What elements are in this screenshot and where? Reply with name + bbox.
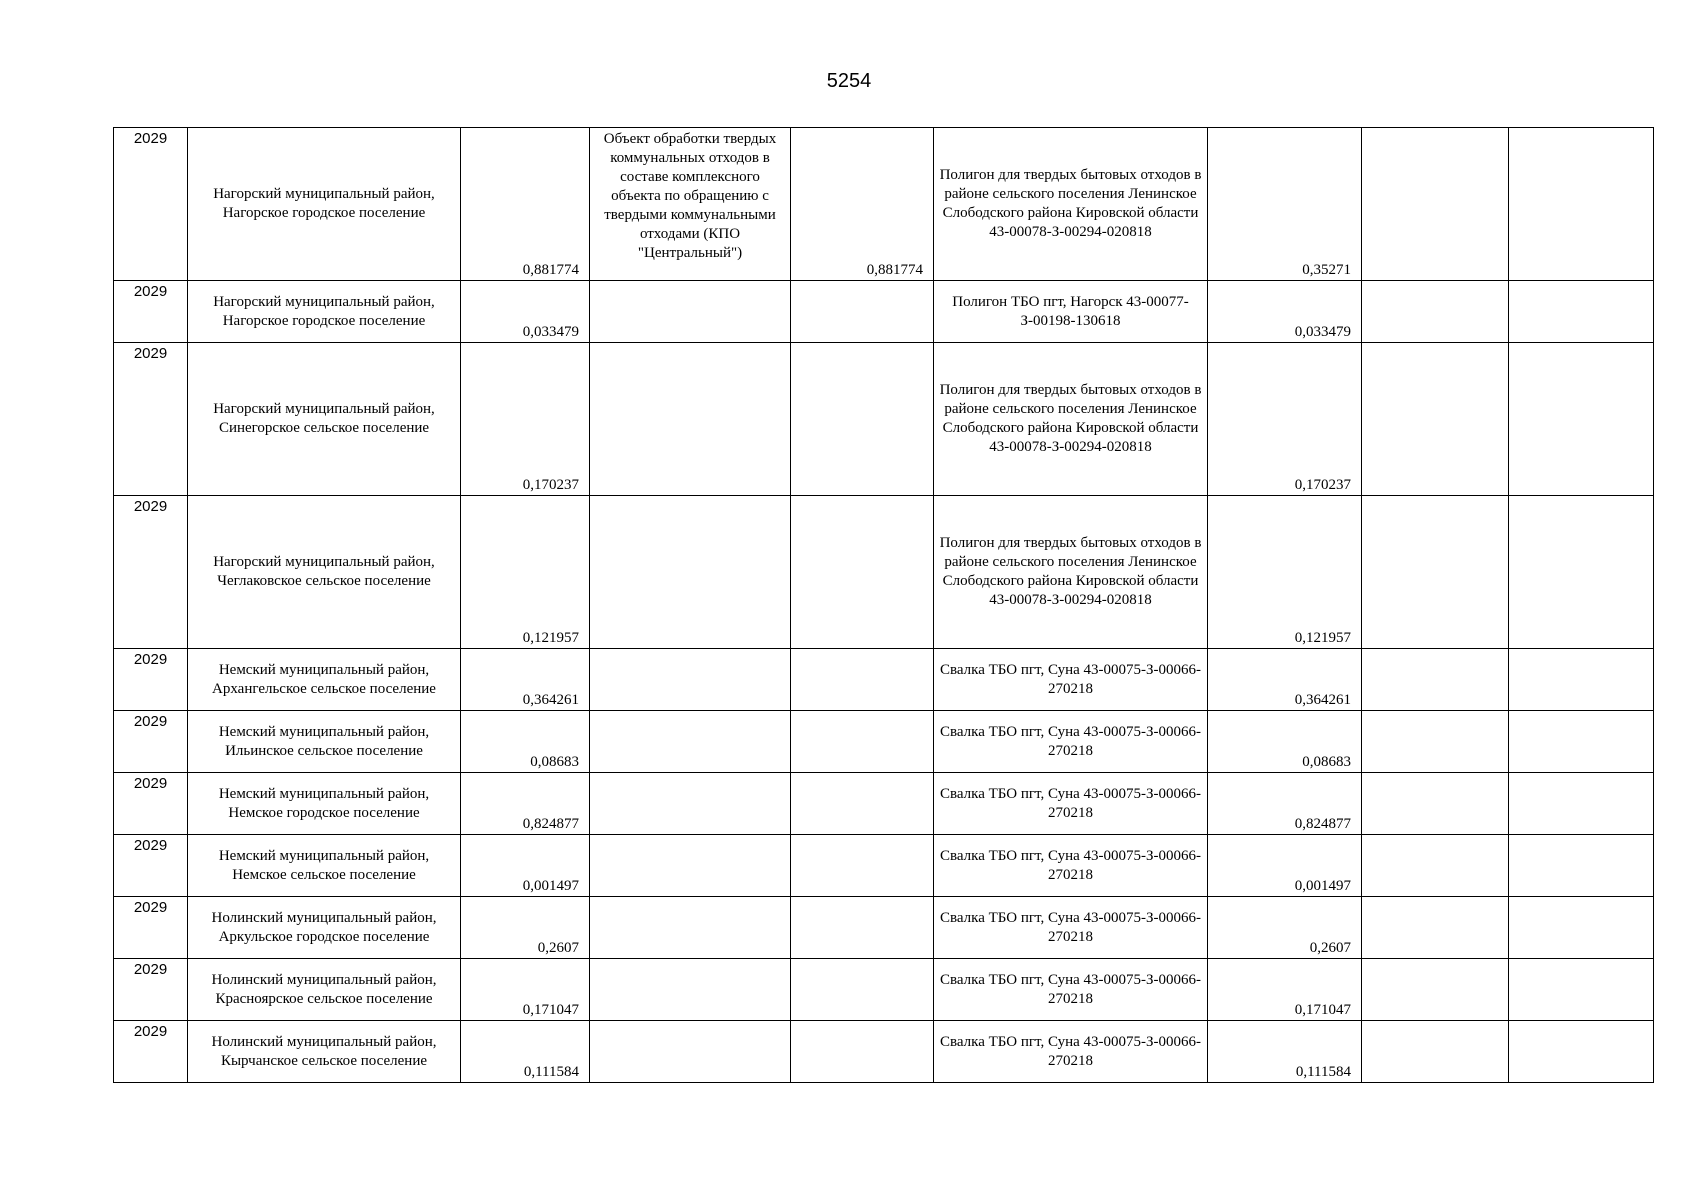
empty-cell-9 <box>1509 281 1654 343</box>
facility-mass-cell-text: 0,033479 <box>1294 324 1351 340</box>
disposal-facility-cell <box>934 281 1208 343</box>
object-mass-cell <box>791 649 934 711</box>
table-row <box>114 649 1654 711</box>
municipality-cell <box>188 1021 461 1083</box>
municipality-cell-text: Нагорский муниципальный район, Чеглаковское сельское поселение <box>213 554 435 589</box>
empty-cell-8 <box>1362 1021 1509 1083</box>
waste-flow-table <box>113 127 1654 1083</box>
object-mass-cell <box>791 959 934 1021</box>
facility-mass-cell <box>1208 835 1362 897</box>
empty-cell-9 <box>1509 1021 1654 1083</box>
processing-object-cell <box>590 128 791 281</box>
year-cell <box>114 835 188 897</box>
municipality-cell <box>188 281 461 343</box>
municipality-cell-text: Немский муниципальный район, Немское городское поселение <box>218 785 430 821</box>
processing-object-cell <box>590 897 791 959</box>
disposal-facility-cell-text: Полигон для твердых бытовых отходов в районе сельского поселения Ленинское Слободского района Кировской области 43-00078-З-00294-020818 <box>939 535 1202 608</box>
municipality-cell-text: Нолинский муниципальный район, Красноярское сельское поселение <box>211 971 437 1007</box>
mass-cell-text: 0,364261 <box>522 692 579 708</box>
empty-cell-9 <box>1509 711 1654 773</box>
year-cell <box>114 959 188 1021</box>
object-mass-cell <box>791 835 934 897</box>
municipality-cell <box>188 128 461 281</box>
mass-cell-text: 0,2607 <box>537 940 579 956</box>
disposal-facility-cell-text: Свалка ТБО пгт, Суна 43-00075-З-00066-270218 <box>939 661 1202 697</box>
empty-cell-8 <box>1362 343 1509 496</box>
empty-cell-8 <box>1362 128 1509 281</box>
municipality-cell <box>188 711 461 773</box>
disposal-facility-cell-text: Свалка ТБО пгт, Суна 43-00075-З-00066-270218 <box>939 1033 1202 1069</box>
municipality-cell <box>188 959 461 1021</box>
processing-object-cell <box>590 1021 791 1083</box>
processing-object-cell <box>590 649 791 711</box>
table-row <box>114 343 1654 496</box>
empty-cell-8 <box>1362 711 1509 773</box>
year-cell <box>114 343 188 496</box>
municipality-cell-text: Нолинский муниципальный район, Кырчанское сельское поселение <box>211 1033 437 1069</box>
disposal-facility-cell <box>934 343 1208 496</box>
mass-cell <box>461 897 590 959</box>
facility-mass-cell <box>1208 496 1362 649</box>
mass-cell-text: 0,171047 <box>522 1002 579 1018</box>
disposal-facility-cell <box>934 835 1208 897</box>
facility-mass-cell-text: 0,171047 <box>1294 1002 1351 1018</box>
mass-cell <box>461 281 590 343</box>
municipality-cell-text: Нагорский муниципальный район, Нагорское городское поселение <box>213 186 435 221</box>
year-cell <box>114 281 188 343</box>
processing-object-cell <box>590 496 791 649</box>
disposal-facility-cell <box>934 649 1208 711</box>
mass-cell-text: 0,824877 <box>522 816 579 832</box>
municipality-cell-text: Нагорский муниципальный район, Нагорское городское поселение <box>213 293 435 329</box>
object-mass-cell <box>791 711 934 773</box>
mass-cell <box>461 343 590 496</box>
year-cell <box>114 897 188 959</box>
mass-cell <box>461 649 590 711</box>
object-mass-cell <box>791 128 934 281</box>
mass-cell-text: 0,121957 <box>522 630 579 646</box>
disposal-facility-cell-text: Свалка ТБО пгт, Суна 43-00075-З-00066-270218 <box>939 723 1202 759</box>
mass-cell <box>461 1021 590 1083</box>
empty-cell-9 <box>1509 496 1654 649</box>
empty-cell-8 <box>1362 773 1509 835</box>
municipality-cell <box>188 835 461 897</box>
year-cell <box>114 711 188 773</box>
table-row <box>114 1021 1654 1083</box>
year-cell-text: 2029 <box>133 283 168 300</box>
disposal-facility-cell-text: Свалка ТБО пгт, Суна 43-00075-З-00066-270218 <box>939 909 1202 945</box>
table-row <box>114 835 1654 897</box>
object-mass-cell <box>791 281 934 343</box>
page-number: 5254 <box>826 70 872 92</box>
empty-cell-9 <box>1509 959 1654 1021</box>
processing-object-cell <box>590 835 791 897</box>
mass-cell <box>461 959 590 1021</box>
year-cell-text: 2029 <box>133 961 168 978</box>
facility-mass-cell <box>1208 773 1362 835</box>
facility-mass-cell-text: 0,364261 <box>1294 692 1351 708</box>
empty-cell-9 <box>1509 773 1654 835</box>
object-mass-cell <box>791 897 934 959</box>
empty-cell-9 <box>1509 128 1654 281</box>
year-cell <box>114 496 188 649</box>
municipality-cell-text: Немский муниципальный район, Немское сельское поселение <box>218 847 430 883</box>
empty-cell-8 <box>1362 281 1509 343</box>
empty-cell-9 <box>1509 835 1654 897</box>
municipality-cell-text: Немский муниципальный район, Ильинское сельское поселение <box>218 723 430 759</box>
object-mass-cell-text: 0,881774 <box>866 262 923 278</box>
mass-cell-text: 0,033479 <box>522 324 579 340</box>
facility-mass-cell-text: 0,08683 <box>1302 754 1351 770</box>
table-body <box>114 128 1654 1083</box>
year-cell-text: 2029 <box>133 837 168 854</box>
facility-mass-cell <box>1208 897 1362 959</box>
table-row <box>114 128 1654 281</box>
object-mass-cell <box>791 343 934 496</box>
year-cell-text: 2029 <box>133 713 168 730</box>
municipality-cell-text: Нолинский муниципальный район, Аркульское городское поселение <box>211 909 437 945</box>
mass-cell <box>461 773 590 835</box>
facility-mass-cell <box>1208 649 1362 711</box>
empty-cell-8 <box>1362 959 1509 1021</box>
table-row <box>114 897 1654 959</box>
table-row <box>114 496 1654 649</box>
processing-object-cell <box>590 343 791 496</box>
disposal-facility-cell-text: Свалка ТБО пгт, Суна 43-00075-З-00066-270218 <box>939 847 1202 883</box>
mass-cell-text: 0,111584 <box>523 1064 579 1080</box>
facility-mass-cell <box>1208 711 1362 773</box>
facility-mass-cell-text: 0,35271 <box>1302 262 1351 278</box>
mass-cell <box>461 496 590 649</box>
empty-cell-8 <box>1362 835 1509 897</box>
facility-mass-cell-text: 0,2607 <box>1309 940 1351 956</box>
disposal-facility-cell-text: Полигон для твердых бытовых отходов в районе сельского поселения Ленинское Слободского района Кировской области 43-00078-З-00294-020818 <box>939 382 1202 455</box>
mass-cell-text: 0,170237 <box>522 477 579 493</box>
municipality-cell <box>188 897 461 959</box>
facility-mass-cell <box>1208 343 1362 496</box>
facility-mass-cell <box>1208 128 1362 281</box>
municipality-cell-text: Нагорский муниципальный район, Синегорское сельское поселение <box>213 401 435 436</box>
year-cell-text: 2029 <box>133 345 168 362</box>
facility-mass-cell-text: 0,111584 <box>1295 1064 1351 1080</box>
facility-mass-cell <box>1208 959 1362 1021</box>
mass-cell <box>461 711 590 773</box>
mass-cell-text: 0,881774 <box>522 262 579 278</box>
year-cell <box>114 649 188 711</box>
disposal-facility-cell <box>934 496 1208 649</box>
table-row <box>114 711 1654 773</box>
municipality-cell <box>188 496 461 649</box>
empty-cell-9 <box>1509 343 1654 496</box>
mass-cell <box>461 835 590 897</box>
facility-mass-cell-text: 0,170237 <box>1294 477 1351 493</box>
year-cell-text: 2029 <box>133 498 168 515</box>
object-mass-cell <box>791 496 934 649</box>
disposal-facility-cell <box>934 711 1208 773</box>
disposal-facility-cell <box>934 1021 1208 1083</box>
table-row <box>114 959 1654 1021</box>
empty-cell-9 <box>1509 649 1654 711</box>
mass-cell-text: 0,001497 <box>522 878 579 894</box>
empty-cell-8 <box>1362 496 1509 649</box>
disposal-facility-cell <box>934 773 1208 835</box>
year-cell-text: 2029 <box>133 899 168 916</box>
disposal-facility-cell <box>934 128 1208 281</box>
facility-mass-cell-text: 0,121957 <box>1294 630 1351 646</box>
mass-cell <box>461 128 590 281</box>
municipality-cell <box>188 649 461 711</box>
municipality-cell-text: Немский муниципальный район, Архангельское сельское поселение <box>212 661 436 697</box>
year-cell-text: 2029 <box>133 130 168 147</box>
processing-object-cell <box>590 773 791 835</box>
year-cell <box>114 773 188 835</box>
facility-mass-cell <box>1208 281 1362 343</box>
disposal-facility-cell-text: Полигон ТБО пгт, Нагорск 43-00077-З-00198-130618 <box>952 293 1189 329</box>
processing-object-cell <box>590 959 791 1021</box>
year-cell <box>114 128 188 281</box>
municipality-cell <box>188 773 461 835</box>
empty-cell-8 <box>1362 649 1509 711</box>
year-cell-text: 2029 <box>133 1023 168 1040</box>
object-mass-cell <box>791 773 934 835</box>
empty-cell-8 <box>1362 897 1509 959</box>
table-row <box>114 773 1654 835</box>
disposal-facility-cell-text: Свалка ТБО пгт, Суна 43-00075-З-00066-270218 <box>939 785 1202 821</box>
facility-mass-cell <box>1208 1021 1362 1083</box>
table-row <box>114 281 1654 343</box>
year-cell-text: 2029 <box>133 651 168 668</box>
disposal-facility-cell <box>934 959 1208 1021</box>
facility-mass-cell-text: 0,824877 <box>1294 816 1351 832</box>
processing-object-cell-text: Объект обработки твердых коммунальных отходов в составе комплексного объекта по обращению с твердыми коммунальными отходами (КПО "Центральный") <box>603 131 777 261</box>
object-mass-cell <box>791 1021 934 1083</box>
empty-cell-9 <box>1509 897 1654 959</box>
disposal-facility-cell-text: Свалка ТБО пгт, Суна 43-00075-З-00066-270218 <box>939 971 1202 1007</box>
facility-mass-cell-text: 0,001497 <box>1294 878 1351 894</box>
processing-object-cell <box>590 711 791 773</box>
year-cell <box>114 1021 188 1083</box>
year-cell-text: 2029 <box>133 775 168 792</box>
disposal-facility-cell <box>934 897 1208 959</box>
municipality-cell <box>188 343 461 496</box>
mass-cell-text: 0,08683 <box>530 754 579 770</box>
processing-object-cell <box>590 281 791 343</box>
disposal-facility-cell-text: Полигон для твердых бытовых отходов в районе сельского поселения Ленинское Слободского района Кировской области 43-00078-З-00294-020818 <box>939 167 1202 240</box>
